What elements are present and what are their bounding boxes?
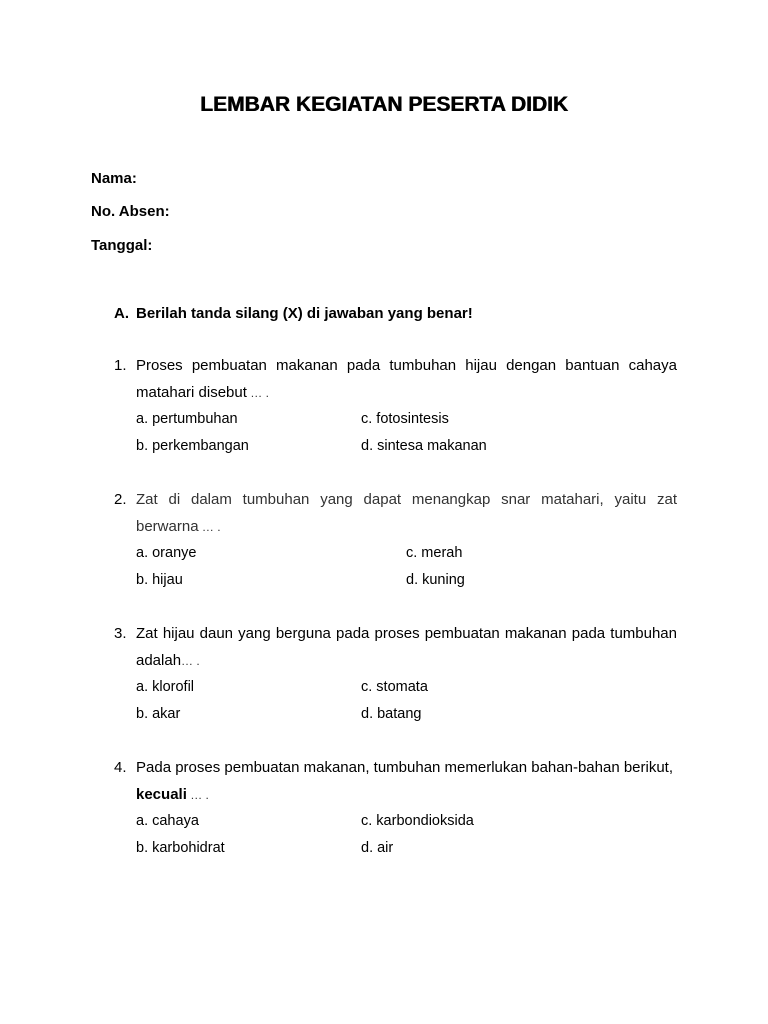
option-d[interactable]: d. air [361, 840, 394, 856]
option-a[interactable]: a. pertumbuhan [136, 411, 238, 427]
option-d[interactable]: d. batang [361, 706, 422, 722]
question-text-line1: Proses pembuatan makanan pada tumbuhan hijau dengan bantuan cahaya [136, 357, 677, 374]
option-a[interactable]: a. oranye [136, 545, 197, 561]
date-field-label: Tanggal: [91, 237, 153, 254]
absen-field-label: No. Absen: [91, 203, 170, 220]
option-c[interactable]: c. karbondioksida [361, 813, 474, 829]
answer-blank: … . [246, 386, 269, 400]
option-b[interactable]: b. karbohidrat [136, 840, 225, 856]
question-number: 1. [114, 357, 127, 374]
section-instruction: Berilah tanda silang (X) di jawaban yang benar! [136, 305, 473, 322]
name-field-label: Nama: [91, 170, 137, 187]
question-text-line2 [136, 384, 677, 401]
question-text-line1: Zat hijau daun yang berguna pada proses pembuatan makanan pada tumbuhan [136, 625, 677, 642]
question-text-line2 [136, 786, 677, 803]
option-c[interactable]: c. fotosintesis [361, 411, 449, 427]
option-b[interactable]: b. perkembangan [136, 438, 249, 454]
option-a[interactable]: a. cahaya [136, 813, 199, 829]
option-c[interactable]: c. stomata [361, 679, 428, 695]
option-c[interactable]: c. merah [406, 545, 463, 561]
question-text-line2 [136, 652, 677, 669]
question-text-line1: Zat di dalam tumbuhan yang dapat menangkap snar matahari, yaitu zat [136, 491, 677, 508]
option-d[interactable]: d. kuning [406, 572, 465, 588]
option-b[interactable]: b. hijau [136, 572, 183, 588]
answer-blank: … . [186, 788, 209, 802]
question-text: berwarna [136, 518, 199, 535]
option-b[interactable]: b. akar [136, 706, 181, 722]
question-text: adalah [136, 652, 182, 669]
question-text-line2 [136, 518, 677, 535]
question-text-emphasis: kecuali [136, 786, 187, 803]
option-a[interactable]: a. klorofil [136, 679, 195, 695]
page-title: LEMBAR KEGIATAN PESERTA DIDIK [200, 93, 568, 116]
question-text: matahari disebut [136, 384, 247, 401]
question-number: 4. [114, 759, 127, 776]
answer-blank: … . [198, 520, 221, 534]
section-marker: A. [114, 305, 129, 322]
option-d[interactable]: d. sintesa makanan [361, 438, 487, 454]
question-number: 2. [114, 491, 127, 508]
answer-blank: … . [181, 654, 200, 668]
question-number: 3. [114, 625, 127, 642]
question-text-line1: Pada proses pembuatan makanan, tumbuhan memerlukan bahan-bahan berikut, [136, 759, 674, 776]
